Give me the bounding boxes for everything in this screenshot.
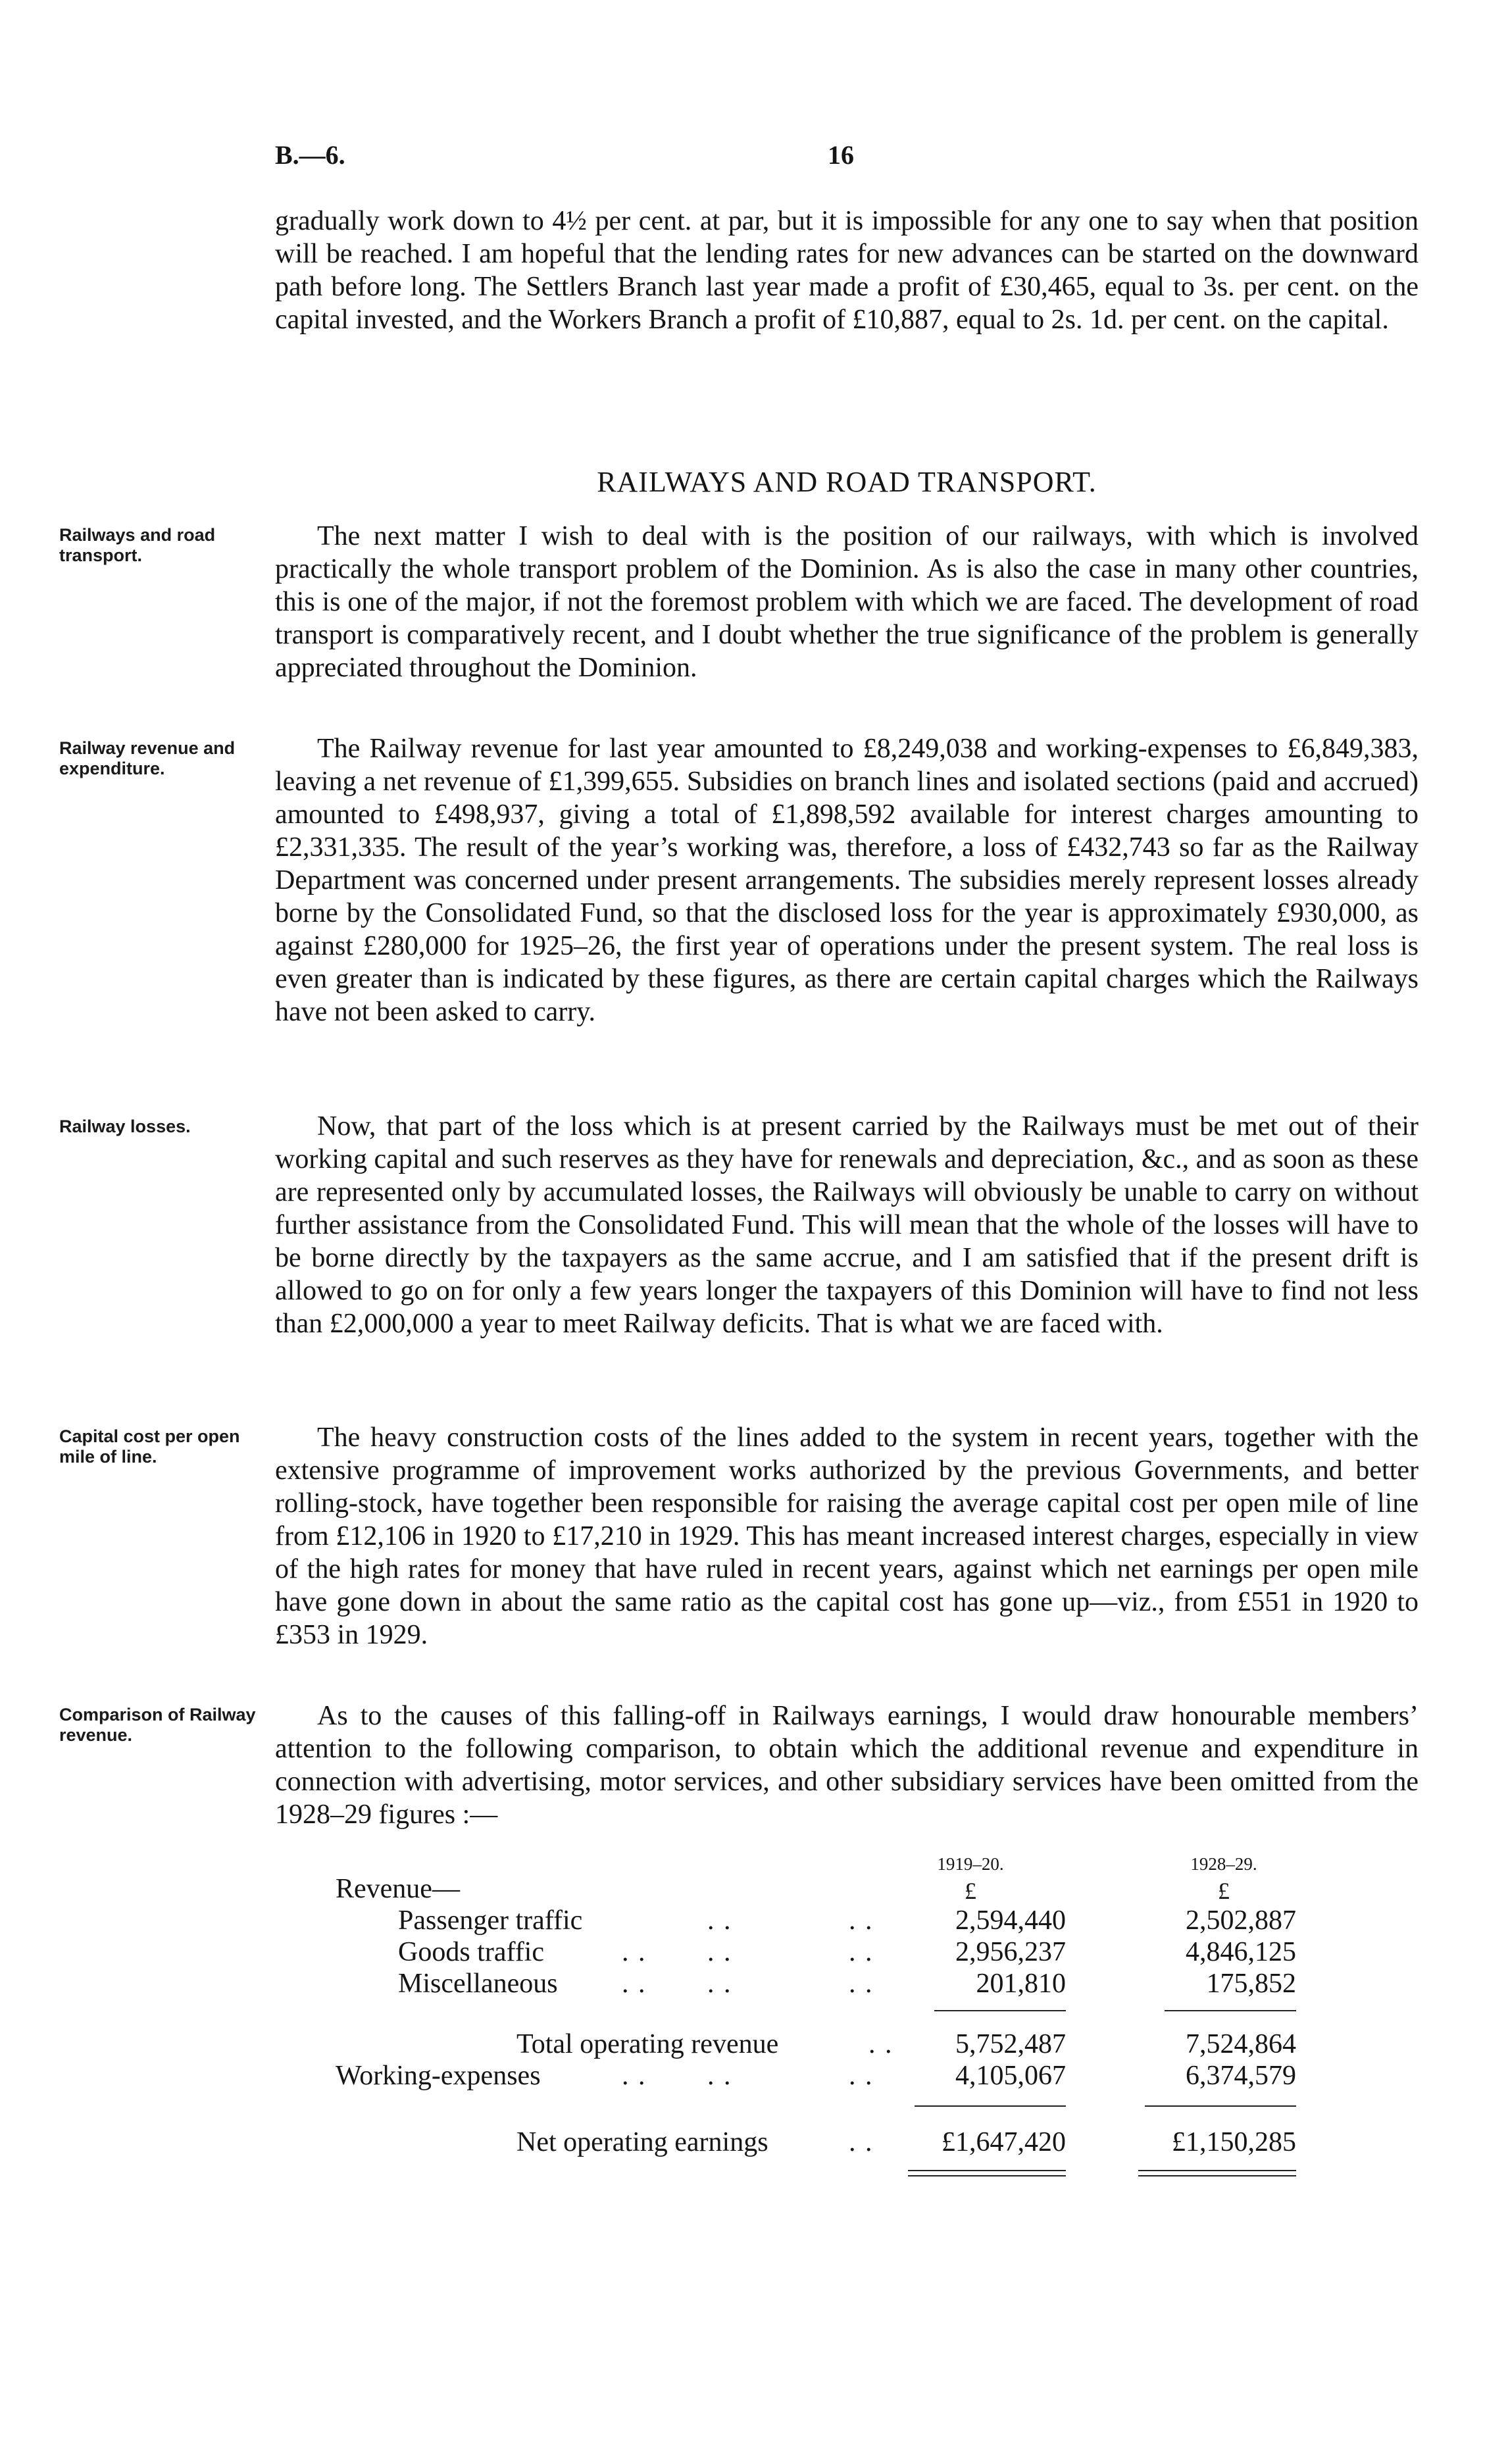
value-1928: 2,502,887 [1186, 1905, 1296, 1936]
working-1928: 6,374,579 [1186, 2061, 1296, 2091]
sidenote-railways-road-transport: Railways and road transport. [59, 525, 216, 565]
total-label: Total operating revenue [516, 2029, 779, 2059]
leader-dots: . . [849, 1969, 874, 1999]
leader-dots: . . [849, 2127, 874, 2157]
leader-dots: . . [849, 2061, 874, 2091]
paragraph-revenue: The Railway revenue for last year amounted to £8,249,038 and working-expenses to £6,849,383, leaving a net revenue of £1,399,655. Subsidies on branch lines and isolated sections (paid and accrued) amounted to £498,937, giving a total of £1,898,592 available for interest charges amounting to £2,331,335. The result of the year’s working was, therefore, a loss of £432,743 so far as the Railway Department was concerned under present arrangements. The subsidies merely represent losses already borne by the Consolidated Fund, so that the disclosed loss for the year is approximately £930,000, as against £280,000 for 1925–26, the first year of operations under the present system. The real loss is even greater than is indicated by these figures, as there are certain capital charges which the Railways have not been asked to carry. [275, 734, 1419, 1027]
document-code: B.—6. [275, 140, 345, 170]
row-label: Goods traffic [398, 1937, 544, 1967]
subtotal-rule-2 [1165, 2010, 1296, 2011]
net-rule-2 [1145, 2105, 1296, 2107]
col1-unit: £ [965, 1878, 976, 1904]
leader-dots: . . [622, 1969, 647, 1999]
leader-dots: . . [707, 1905, 732, 1936]
net-rule-1 [915, 2105, 1066, 2107]
row-label: Miscellaneous [398, 1969, 558, 1999]
net-label: Net operating earnings [516, 2127, 768, 2157]
net-1928: £1,150,285 [1172, 2127, 1296, 2157]
total-1928: 7,524,864 [1186, 2029, 1296, 2059]
subtotal-rule-1 [934, 2010, 1066, 2011]
sidenote-revenue-expenditure: Railway revenue and expenditure. [59, 738, 236, 778]
double-rule-2a [1138, 2170, 1296, 2171]
value-1928: 175,852 [1206, 1969, 1296, 1999]
revenue-label: Revenue— [336, 1874, 460, 1904]
col2-year-header: 1928–29. [1190, 1854, 1257, 1874]
value-1919: 2,594,440 [955, 1905, 1066, 1936]
col1-year-header: 1919–20. [937, 1854, 1004, 1874]
double-rule-1b [908, 2175, 1066, 2176]
intro-paragraph: gradually work down to 4½ per cent. at par, but it is impossible for any one to say when that position will be reached. I am hopeful that the lending rates for new advances can be started on the downward path before long. The Settlers Branch last year made a profit of £30,465, equal to 3s. per cent. on the capital invested, and the Workers Branch a profit of £10,887, equal to 2s. 1d. per cent. on the capital. [275, 206, 1419, 335]
leader-dots: . . [707, 1937, 732, 1967]
working-label: Working-expenses [336, 2061, 541, 2091]
total-1919: 5,752,487 [955, 2029, 1066, 2059]
sidenote-comparison: Comparison of Railway revenue. [59, 1705, 256, 1745]
leader-dots: . . [622, 1937, 647, 1967]
paragraph-railways: The next matter I wish to deal with is the position of our railways, with which is involved practically the whole transport problem of the Dominion. As is also the case in many other countries, this is one of the major, if not the foremost problem with which we are faced. The development of road transport is comparatively recent, and I doubt whether the true significance of the problem is generally appreciated throughout the Dominion. [275, 521, 1419, 683]
value-1919: 2,956,237 [955, 1937, 1066, 1967]
page-number: 16 [828, 140, 854, 170]
net-1919: £1,647,420 [942, 2127, 1066, 2157]
sidenote-capital-cost: Capital cost per open mile of line. [59, 1426, 240, 1467]
col2-unit: £ [1218, 1878, 1230, 1904]
paragraph-losses: Now, that part of the loss which is at present carried by the Railways must be met out of their working capital and such reserves as they have for renewals and depreciation, &c., and as soon as these are represented only by accumulated losses, the Railways will obviously be unable to carry on without further assistance from the Consolidated Fund. This will mean that the whole of the losses will have to be borne directly by the taxpayers as the same accrue, and I am satisfied that if the present drift is allowed to go on for only a few years longer the taxpayers of this Dominion will have to find not less than £2,000,000 a year to meet Railway deficits. That is what we are faced with. [275, 1111, 1419, 1339]
leader-dots: . . [868, 2029, 893, 2059]
paragraph-capital-cost: The heavy construction costs of the lines added to the system in recent years, together with the extensive programme of improvement works authorized by the previous Governments, and better rolling-stock, have together been responsible for raising the average capital cost per open mile of line from £12,106 in 1920 to £17,210 in 1929. This has meant increased interest charges, especially in view of the high rates for money that have ruled in recent years, against which net earnings per open mile have gone down in about the same ratio as the capital cost has gone up—viz., from £551 in 1920 to £353 in 1929. [275, 1422, 1419, 1650]
leader-dots: . . [707, 1969, 732, 1999]
double-rule-2b [1138, 2175, 1296, 2176]
section-heading: RAILWAYS AND ROAD TRANSPORT. [597, 466, 1097, 498]
leader-dots: . . [707, 2061, 732, 2091]
leader-dots: . . [849, 1937, 874, 1967]
leader-dots: . . [849, 1905, 874, 1936]
leader-dots: . . [622, 2061, 647, 2091]
value-1928: 4,846,125 [1186, 1937, 1296, 1967]
double-rule-1a [908, 2170, 1066, 2171]
value-1919: 201,810 [976, 1969, 1066, 1999]
working-1919: 4,105,067 [955, 2061, 1066, 2091]
row-label: Passenger traffic [398, 1905, 583, 1936]
paragraph-comparison: As to the causes of this falling-off in Railways earnings, I would draw honourable members’ attention to the following comparison, to obtain which the additional revenue and expenditure in connection with advertising, motor services, and other subsidiary services have been omitted from the 1928–29 figures :— [275, 1701, 1419, 1830]
sidenote-railway-losses: Railway losses. [59, 1117, 191, 1136]
